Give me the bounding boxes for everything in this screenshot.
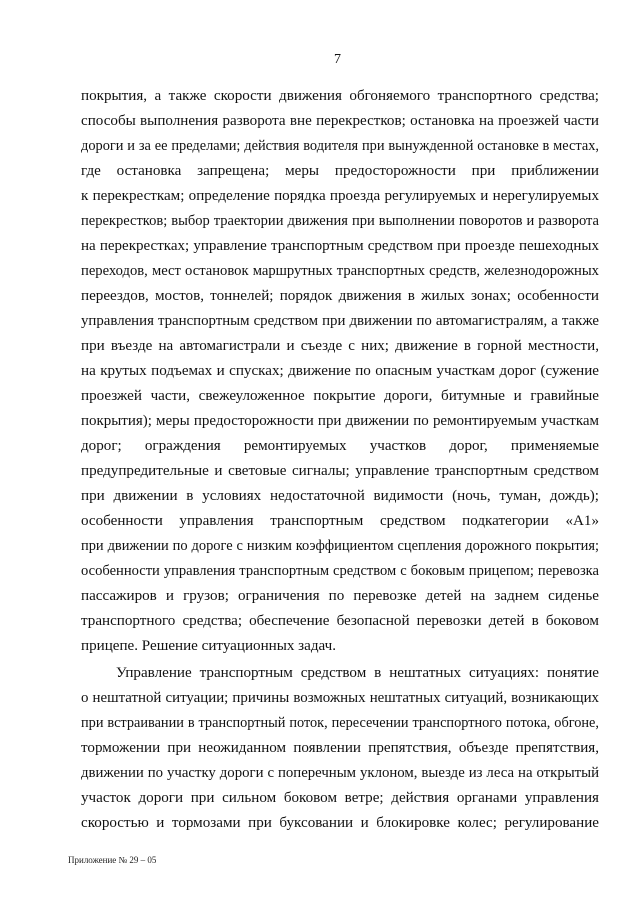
text-line: участок дороги при сильном боковом ветре; действия органами управления [81, 790, 599, 806]
text-line: покрытия); меры предосторожности при движении по ремонтируемым участкам [81, 413, 599, 429]
text-line: пассажиров и грузов; ограничения по перевозке детей на заднем сиденье [81, 588, 599, 604]
text-line: при движении по дороге с низким коэффициентом сцепления дорожного покрытия; [81, 538, 599, 554]
text-line: покрытия, а также скорости движения обгоняемого транспортного средства; [81, 88, 599, 104]
text-line: при движении в условиях недостаточной видимости (ночь, туман, дождь); [81, 488, 599, 504]
text-line: переходов, мест остановок маршрутных транспортных средств, железнодорожных [81, 263, 599, 279]
text-line: движении по участку дороги с поперечным уклоном, выезде из леса на открытый [81, 765, 599, 781]
text-line: скоростью и тормозами при буксовании и блокировке колес; регулирование [81, 815, 599, 831]
text-line: где остановка запрещена; меры предосторожности при приближении [81, 163, 599, 179]
text-line: предупредительные и световые сигналы; управление транспортным средством [81, 463, 599, 479]
text-line: управления транспортным средством при движении по автомагистралям, а также [81, 313, 599, 329]
text-line: перекрестков; выбор траектории движения при выполнении поворотов и разворота [81, 213, 599, 229]
text-line: при встраивании в транспортный поток, пересечении транспортного потока, обгоне, [81, 715, 599, 731]
text-line: особенности управления транспортным средством с боковым прицепом; перевозка [81, 563, 599, 579]
text-line: переездов, мостов, тоннелей; порядок движения в жилых зонах; особенности [81, 288, 599, 304]
text-line: способы выполнения разворота вне перекрестков; остановка на проезжей части [81, 113, 599, 129]
text-line: транспортного средства; обеспечение безопасной перевозки детей в боковом [81, 613, 599, 629]
text-line: прицепе. Решение ситуационных задач. [81, 638, 336, 654]
text-line: особенности управления транспортным средством подкатегории «A1» [81, 513, 599, 529]
text-line: торможении при неожиданном появлении препятствия, объезде препятствия, [81, 740, 599, 756]
text-line: к перекресткам; определение порядка проезда регулируемых и нерегулируемых [81, 188, 599, 204]
text-line: дорог; ограждения ремонтируемых участков дорог, применяемые [81, 438, 599, 454]
text-line: о нештатной ситуации; причины возможных нештатных ситуаций, возникающих [81, 690, 599, 706]
text-line: дороги и за ее пределами; действия водителя при вынужденной остановке в местах, [81, 138, 599, 154]
page-number: 7 [334, 52, 341, 67]
text-line: при въезде на автомагистрали и съезде с них; движение в горной местности, [81, 338, 599, 354]
text-line: на крутых подъемах и спусках; движение по опасным участкам дорог (сужение [81, 363, 599, 379]
text-line: Управление транспортным средством в нештатных ситуациях: понятие [116, 665, 599, 681]
footer-note: Приложение № 29 – 05 [68, 855, 157, 865]
text-line: на перекрестках; управление транспортным средством при проезде пешеходных [81, 238, 599, 254]
text-line: проезжей части, свежеуложенное покрытие дороги, битумные и гравийные [81, 388, 599, 404]
